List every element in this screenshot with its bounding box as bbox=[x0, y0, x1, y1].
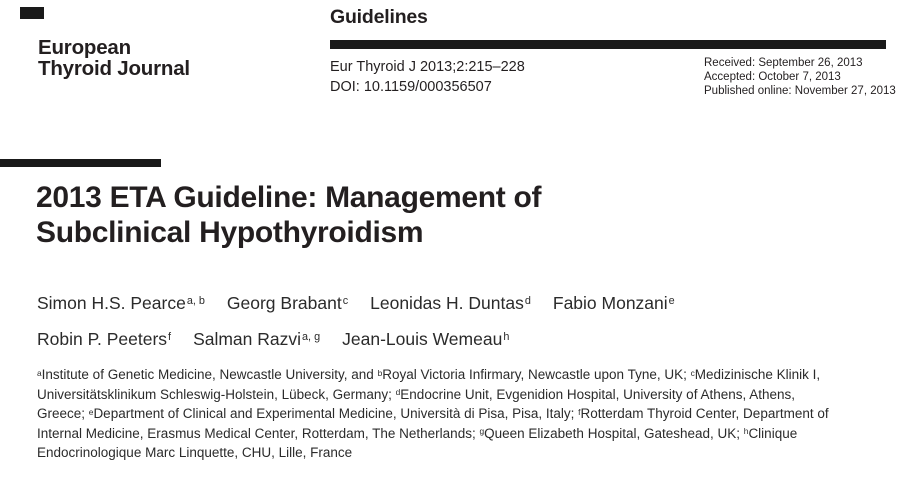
print-registration-mark bbox=[20, 7, 44, 19]
author-name: Robin P. Peeters bbox=[37, 329, 168, 349]
published-online-date: Published online: November 27, 2013 bbox=[704, 85, 896, 97]
author-affiliation-marker: d bbox=[524, 295, 531, 308]
journal-logo-line1: European bbox=[38, 36, 131, 59]
article-title-line1: 2013 ETA Guideline: Management of bbox=[36, 181, 542, 214]
author-affiliation-marker: c bbox=[342, 295, 349, 308]
accepted-date: Accepted: October 7, 2013 bbox=[704, 71, 841, 83]
doi-line: DOI: 10.1159/000356507 bbox=[330, 79, 492, 95]
history-dates-block bbox=[704, 56, 896, 98]
affiliation-marker: e bbox=[88, 406, 94, 417]
author bbox=[193, 323, 320, 359]
affiliation-marker: b bbox=[377, 367, 383, 378]
author-affiliation-marker: f bbox=[168, 331, 172, 344]
title-rule bbox=[0, 159, 161, 167]
author bbox=[553, 287, 675, 323]
author-affiliation-marker: a, b bbox=[186, 295, 205, 308]
author-name: Fabio Monzani bbox=[552, 293, 668, 313]
citation-block bbox=[330, 57, 525, 97]
section-divider-bar bbox=[330, 40, 886, 49]
author bbox=[37, 323, 171, 359]
affiliations-text: $^a$Institute of Genetic Medicine, Newcastle University, and $^b$Royal Victoria Infirmary, Newcastle upon Tyne, UK; $^c$Medizinische Klinik I, Universitätsklinikum Schleswig-Holstein, Lübeck, Germany; $^d$Endocrine Unit, Evgenidion Hospital, University of Athens, Athens, Greece; $^e$Department of Clinical and Experimental Medicine, Università di Pisa, Pisa, Italy; $^f$Rotterdam Thyroid Center, Department of Internal Medicine, Erasmus Medical Center, Rotterdam, The Netherlands; $^g$Queen Elizabeth Hospital, Gateshead, UK; $^h$Clinique Endocrinologique Marc Linquette, CHU, Lille, France bbox=[37, 367, 829, 461]
author-affiliation-marker: a, g bbox=[302, 331, 321, 344]
affiliation-marker: f bbox=[578, 406, 581, 417]
author-name: Simon H.S. Pearce bbox=[37, 293, 186, 313]
author bbox=[342, 323, 509, 359]
author-name: Salman Razvi bbox=[193, 329, 302, 349]
received-date: Received: September 26, 2013 bbox=[704, 57, 863, 69]
author-name: Georg Brabant bbox=[226, 293, 342, 313]
affiliation-marker: g bbox=[479, 426, 485, 437]
author bbox=[227, 287, 348, 323]
journal-logo bbox=[38, 37, 190, 79]
journal-logo-line2: Thyroid Journal bbox=[38, 57, 190, 80]
affiliation-marker: d bbox=[395, 387, 401, 398]
author-list bbox=[37, 287, 817, 359]
author-name: Jean-Louis Wemeau bbox=[342, 329, 503, 349]
author bbox=[37, 287, 205, 323]
affiliation-marker: h bbox=[743, 426, 749, 437]
section-heading: Guidelines bbox=[330, 6, 428, 28]
author-affiliation-marker: h bbox=[503, 331, 510, 344]
author-name: Leonidas H. Duntas bbox=[370, 293, 524, 313]
author-affiliation-marker: e bbox=[668, 295, 675, 308]
citation-line: Eur Thyroid J 2013;2:215–228 bbox=[330, 59, 525, 75]
author bbox=[370, 287, 531, 323]
article-title bbox=[36, 180, 541, 250]
affiliation-marker: c bbox=[690, 367, 695, 378]
article-title-line2: Subclinical Hypothyroidism bbox=[36, 216, 424, 249]
affiliation-marker: a bbox=[37, 367, 42, 378]
